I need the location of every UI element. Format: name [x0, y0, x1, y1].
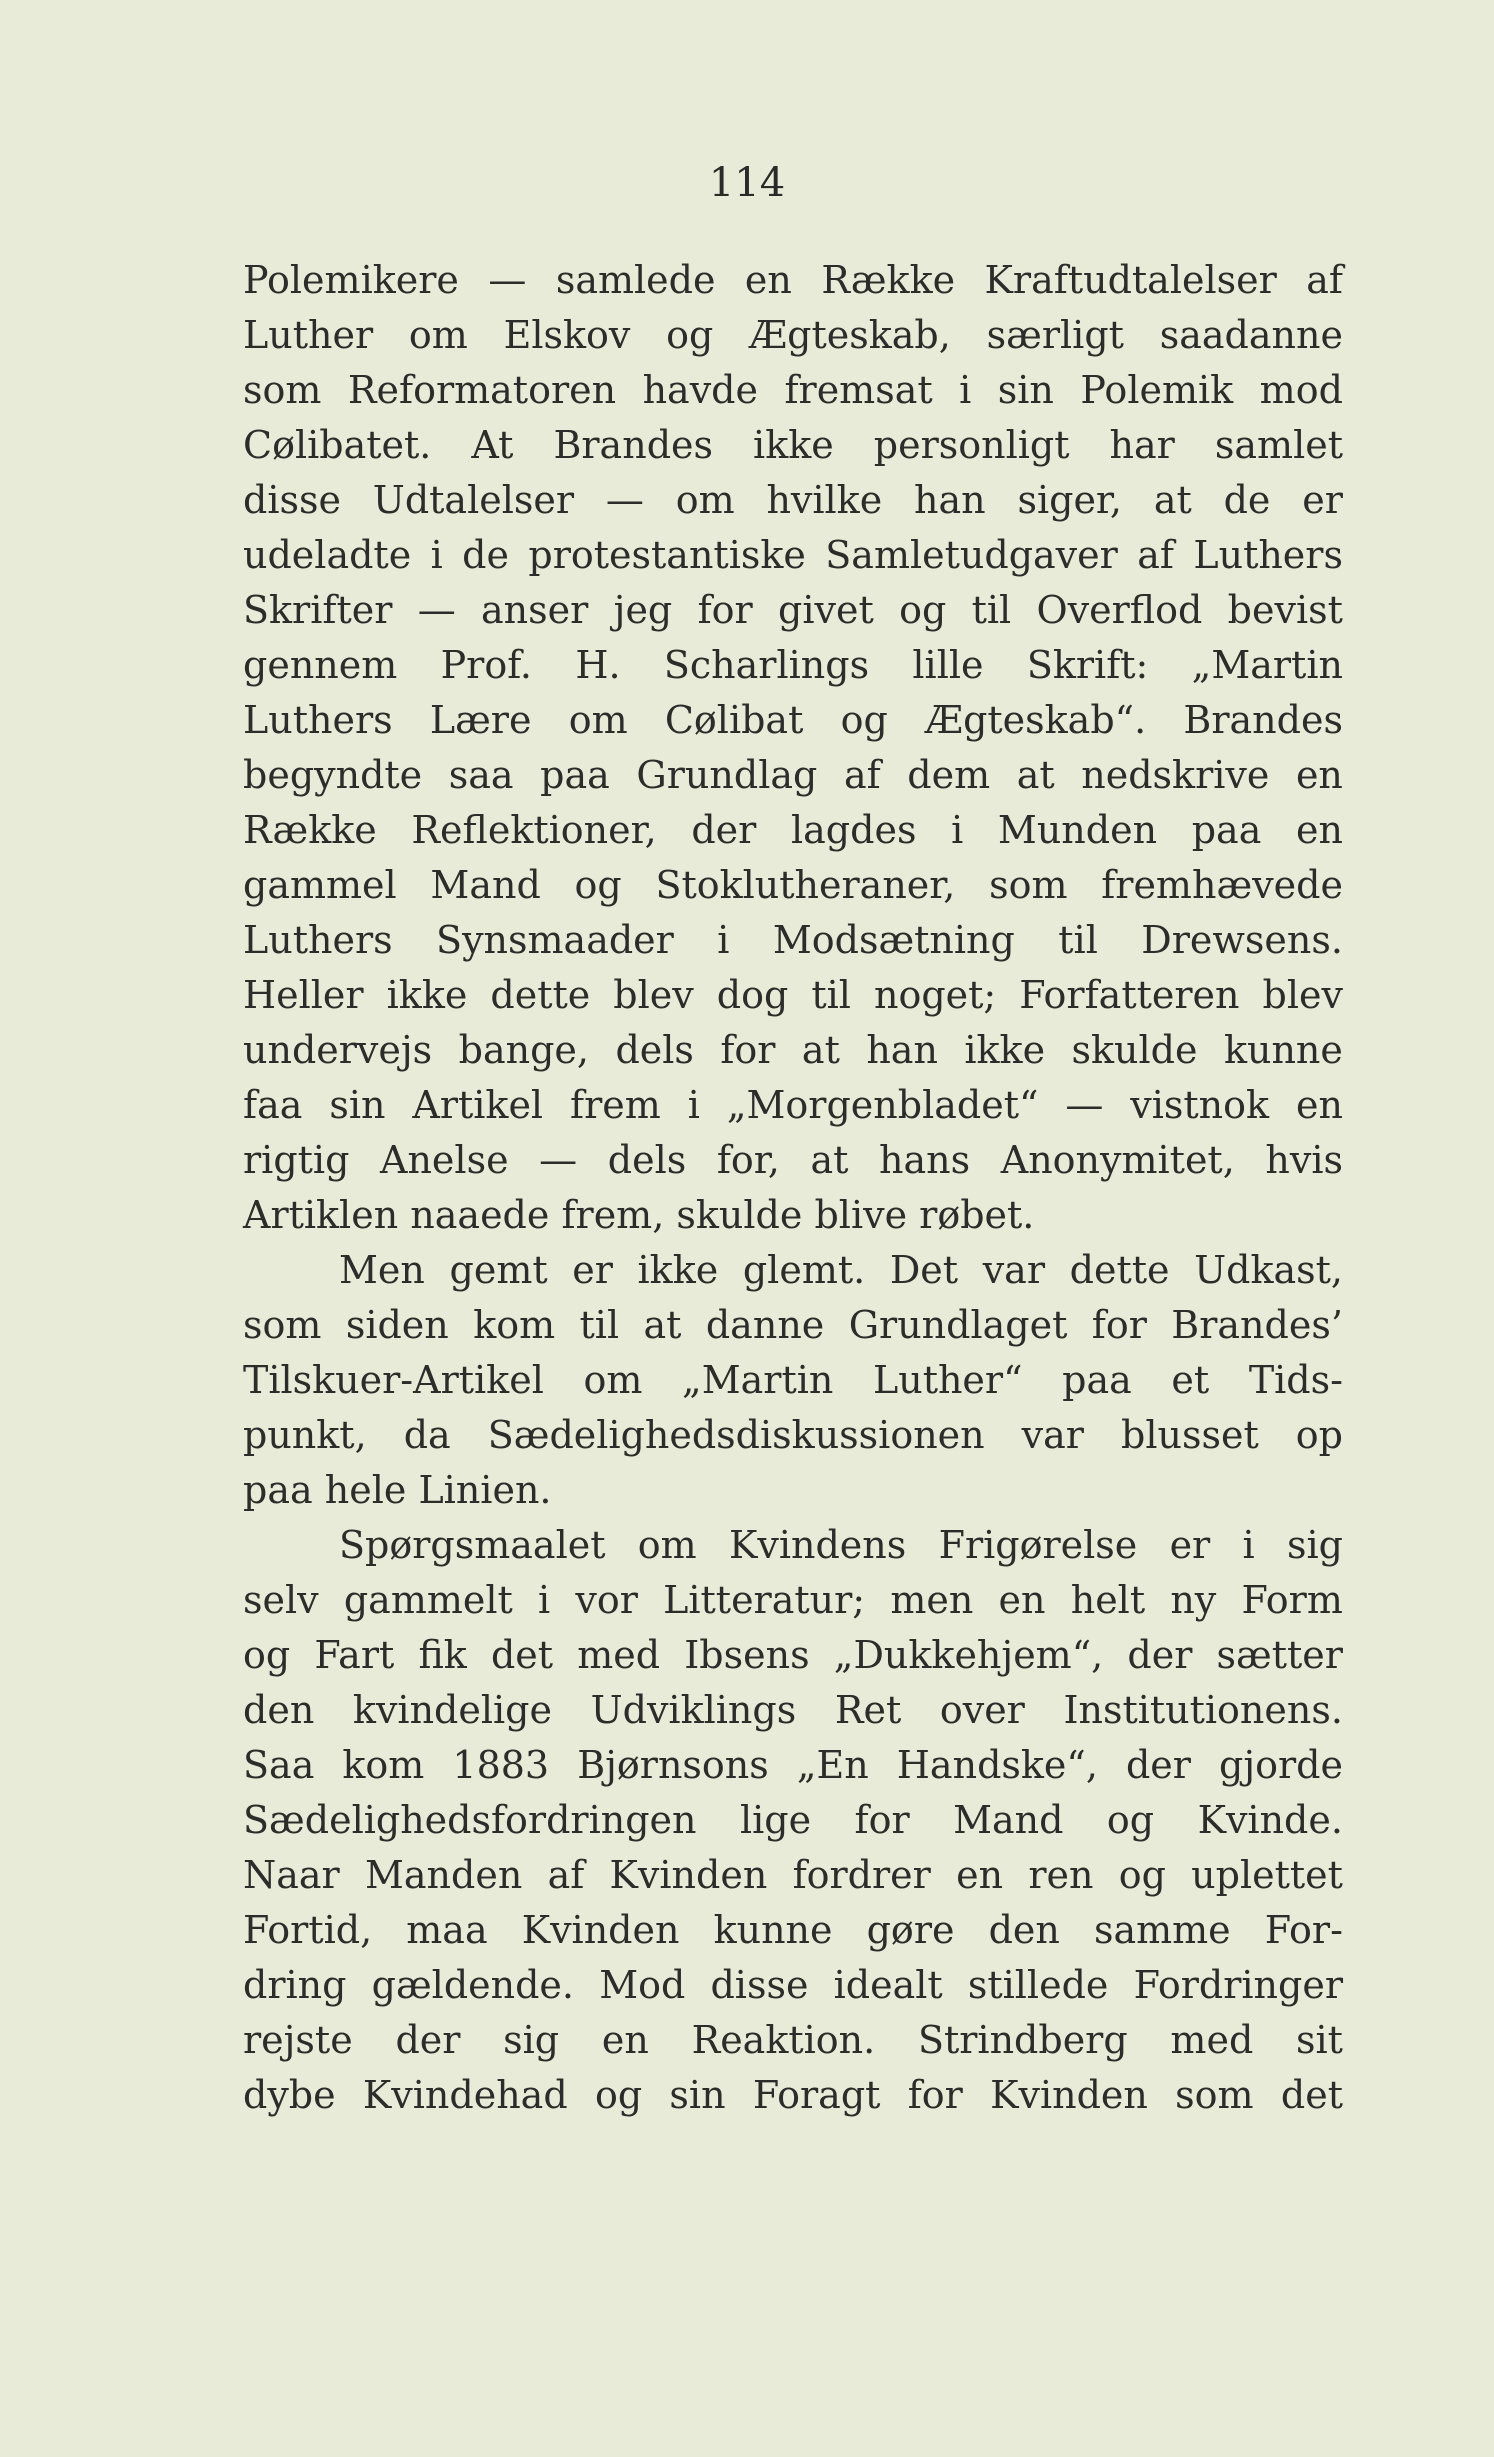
word: Det — [889, 1248, 959, 1292]
word: bevist — [1227, 588, 1343, 632]
word: kunne — [1223, 1028, 1343, 1072]
word: kom — [473, 1303, 556, 1347]
word: et — [1171, 1358, 1210, 1402]
word: 1883 — [452, 1743, 550, 1787]
word: anser — [481, 588, 589, 632]
word: sin — [997, 368, 1054, 412]
word: For- — [1264, 1908, 1343, 1952]
body-text — [243, 253, 1343, 2123]
word: selv — [243, 1578, 319, 1622]
word: af — [1137, 533, 1174, 577]
text-line — [243, 363, 1343, 418]
word: naaede — [410, 1193, 550, 1237]
text-line — [243, 1243, 1343, 1298]
word: om — [675, 478, 735, 522]
word: noget; — [873, 973, 997, 1017]
word: han — [866, 1028, 938, 1072]
word: gammel — [243, 863, 397, 907]
text-line — [243, 693, 1343, 748]
word: det — [490, 1633, 554, 1677]
word: Sædelighedsfordringen — [243, 1798, 697, 1842]
word: Strindberg — [917, 2018, 1128, 2062]
word: vistnok — [1130, 1083, 1270, 1127]
word: Synsmaader — [436, 918, 674, 962]
word: Modsætning — [772, 918, 1015, 962]
word: i — [538, 1578, 551, 1622]
word: Række — [821, 258, 956, 302]
word: er — [572, 1248, 613, 1292]
word: danne — [705, 1303, 825, 1347]
word: Handske“, — [896, 1743, 1098, 1787]
word: som — [243, 1303, 322, 1347]
word: Cølibatet. — [243, 423, 432, 467]
word: Ret — [834, 1688, 902, 1732]
word: men — [890, 1578, 974, 1622]
word: om — [637, 1523, 697, 1567]
text-line — [243, 473, 1343, 528]
word: sig — [503, 2018, 560, 2062]
word: Form — [1241, 1578, 1343, 1622]
word: „Martin — [1191, 643, 1343, 687]
word: paa — [243, 1468, 313, 1512]
word: en — [1296, 808, 1343, 852]
word: „Martin — [682, 1358, 834, 1402]
word: Forfatteren — [1019, 973, 1240, 1017]
word: og — [243, 1633, 291, 1677]
word: Mand — [430, 863, 541, 907]
word: siger, — [1017, 478, 1123, 522]
word: lagdes — [791, 808, 917, 852]
word: Luther — [243, 313, 374, 357]
word: stillede — [967, 1963, 1109, 2007]
word: sin — [669, 2073, 726, 2117]
word: Kraftudtalelser — [984, 258, 1277, 302]
page-number: 114 — [708, 160, 786, 206]
word: Grundlaget — [848, 1303, 1068, 1347]
word: Reaktion. — [691, 2018, 876, 2062]
word: Bjørnsons — [577, 1743, 769, 1787]
word: med — [1170, 2018, 1254, 2062]
word: og — [1106, 1798, 1155, 1842]
word: Men — [339, 1248, 425, 1292]
word: Foragt — [752, 2073, 881, 2117]
word: og — [594, 2073, 643, 2117]
text-line — [243, 1683, 1343, 1738]
word: det — [1280, 2073, 1343, 2117]
word: paa — [1062, 1358, 1132, 1402]
word: ren — [1028, 1853, 1094, 1897]
word: hvilke — [766, 478, 883, 522]
word: til — [579, 1303, 620, 1347]
word: lige — [739, 1798, 812, 1842]
word: den — [988, 1908, 1060, 1952]
word: af — [547, 1853, 585, 1897]
word: en — [956, 1853, 1004, 1897]
word: var — [1021, 1413, 1084, 1457]
word: gammelt — [343, 1578, 513, 1622]
text-line — [243, 1463, 1343, 1518]
word: sin — [329, 1083, 386, 1127]
word: samme — [1093, 1908, 1231, 1952]
word: uplettet — [1191, 1853, 1343, 1897]
word: — — [539, 1138, 578, 1182]
word: blusset — [1121, 1413, 1259, 1457]
text-line — [243, 1903, 1343, 1958]
word: den — [243, 1688, 315, 1732]
word: „En — [796, 1743, 869, 1787]
word: som — [989, 863, 1068, 907]
text-line — [243, 1298, 1343, 1353]
word: Række — [243, 808, 377, 852]
word: Kvindens — [729, 1523, 907, 1567]
word: gennem — [243, 643, 398, 687]
word: sætter — [1216, 1633, 1343, 1677]
word: Institutionens. — [1063, 1688, 1343, 1732]
word: over — [939, 1688, 1025, 1732]
word: af — [1306, 258, 1343, 302]
word: for — [907, 2073, 963, 2117]
word: saadanne — [1159, 313, 1343, 357]
word: hans — [879, 1138, 971, 1182]
word: som — [1175, 2073, 1254, 2117]
word: Mand — [953, 1798, 1064, 1842]
word: Udtalelser — [372, 478, 575, 522]
word: disse — [243, 478, 341, 522]
word: Anelse — [380, 1138, 509, 1182]
word: dette — [490, 973, 591, 1017]
word: Tilskuer-Artikel — [243, 1358, 544, 1402]
text-line — [243, 583, 1343, 638]
text-line — [243, 2013, 1343, 2068]
word: i — [687, 1083, 700, 1127]
word: Lære — [429, 698, 532, 742]
word: havde — [642, 368, 758, 412]
word: dem — [907, 753, 991, 797]
text-line — [243, 1023, 1343, 1078]
word: at — [1016, 753, 1055, 797]
word: fordrer — [792, 1853, 931, 1897]
word: rigtig — [243, 1138, 350, 1182]
word: lille — [912, 643, 984, 687]
word: der — [1127, 1633, 1193, 1677]
word: frem, — [561, 1193, 665, 1237]
word: Udviklings — [590, 1688, 797, 1732]
word: har — [1109, 423, 1175, 467]
word: gældende. — [371, 1963, 575, 2007]
text-line — [243, 1133, 1343, 1188]
word: Udkast, — [1194, 1248, 1343, 1292]
word: Frigørelse — [938, 1523, 1138, 1567]
word: Kvinde. — [1197, 1798, 1343, 1842]
text-line — [243, 1188, 1343, 1243]
word: Tids- — [1248, 1358, 1343, 1402]
word: at — [801, 1028, 840, 1072]
word: gemt — [449, 1248, 548, 1292]
word: givet — [778, 588, 874, 632]
word: Reformatoren — [347, 368, 617, 412]
word: de — [462, 533, 509, 577]
word: At — [471, 423, 514, 467]
word: skulde — [676, 1193, 803, 1237]
word: for — [854, 1798, 910, 1842]
word: Luthers — [243, 698, 393, 742]
word: helt — [1070, 1578, 1146, 1622]
word: ikke — [637, 1248, 719, 1292]
word: saa — [448, 753, 514, 797]
text-line — [243, 803, 1343, 858]
text-line — [243, 2068, 1343, 2123]
word: gjorde — [1219, 1743, 1343, 1787]
word: Saa — [243, 1743, 315, 1787]
word: Ægteskab, — [749, 313, 951, 357]
word: i — [717, 918, 730, 962]
word: Kvinden — [609, 1853, 768, 1897]
word: og — [1118, 1853, 1166, 1897]
word: blev — [1262, 973, 1343, 1017]
word: Artikel — [412, 1083, 544, 1127]
word: og — [840, 698, 888, 742]
word: — — [417, 588, 456, 632]
word: Stoklutheraner, — [655, 863, 956, 907]
text-line — [243, 638, 1343, 693]
word: i — [959, 368, 972, 412]
word: blive — [814, 1193, 908, 1237]
word: Brandes — [1183, 698, 1343, 742]
word: med — [577, 1633, 661, 1677]
text-line — [243, 528, 1343, 583]
word: ny — [1170, 1578, 1217, 1622]
word: da — [403, 1413, 451, 1457]
word: Luthers — [243, 918, 393, 962]
word: af — [843, 753, 881, 797]
word: dring — [243, 1963, 347, 2007]
word: at — [1153, 478, 1192, 522]
word: frem — [570, 1083, 661, 1127]
text-line — [243, 253, 1343, 308]
word: og — [574, 863, 622, 907]
word: for, — [716, 1138, 780, 1182]
word: Kvinden — [521, 1908, 680, 1952]
word: han — [914, 478, 986, 522]
word: paa — [1191, 808, 1262, 852]
text-line — [243, 1573, 1343, 1628]
word: — — [1065, 1083, 1104, 1127]
text-line — [243, 308, 1343, 363]
word: siden — [345, 1303, 449, 1347]
word: Elskov — [503, 313, 631, 357]
text-line — [243, 968, 1343, 1023]
word: til — [811, 973, 851, 1017]
word: gøre — [866, 1908, 955, 1952]
word: til — [1058, 918, 1098, 962]
word: dels — [615, 1028, 694, 1072]
text-line — [243, 1848, 1343, 1903]
word: Munden — [997, 808, 1158, 852]
word: faa — [243, 1083, 303, 1127]
word: samlede — [555, 258, 716, 302]
word: Luther“ — [872, 1358, 1023, 1402]
word: i — [951, 808, 964, 852]
text-line — [243, 1408, 1343, 1463]
word: fremsat — [784, 368, 933, 412]
word: kom — [342, 1743, 425, 1787]
word: er — [1302, 478, 1343, 522]
word: vor — [575, 1578, 638, 1622]
word: Sædelighedsdiskussionen — [487, 1413, 985, 1457]
word: Manden — [364, 1853, 523, 1897]
word: Artiklen — [243, 1193, 399, 1237]
word: Samletudgaver — [825, 533, 1118, 577]
word: nedskrive — [1081, 753, 1270, 797]
word: Brandes — [553, 423, 714, 467]
word: Kvindehad — [362, 2073, 568, 2117]
word: sit — [1296, 2018, 1343, 2062]
word: Skrifter — [243, 588, 393, 632]
word: Scharlings — [663, 643, 870, 687]
word: Skrift: — [1026, 643, 1149, 687]
word: Linien. — [418, 1468, 552, 1512]
word: der — [395, 2018, 461, 2062]
word: Spørgsmaalet — [339, 1523, 606, 1567]
word: er — [1169, 1523, 1211, 1567]
word: Fart — [314, 1633, 395, 1677]
word: rejste — [243, 2018, 353, 2062]
word: der — [691, 808, 757, 852]
word: dels — [607, 1138, 687, 1182]
word: Reflektioner, — [411, 808, 657, 852]
text-line — [243, 1518, 1343, 1573]
text-line — [243, 913, 1343, 968]
word: glemt. — [742, 1248, 866, 1292]
word: jeg — [613, 588, 673, 632]
word: fik — [418, 1633, 467, 1677]
word: udeladte — [243, 533, 412, 577]
word: op — [1295, 1413, 1343, 1457]
word: Overflod — [1036, 588, 1203, 632]
word: særligt — [986, 313, 1124, 357]
word: en — [1295, 753, 1343, 797]
text-line — [243, 418, 1343, 473]
word: hvis — [1265, 1138, 1343, 1182]
word: — — [605, 478, 644, 522]
word: Ibsens — [684, 1633, 810, 1677]
text-line — [243, 1353, 1343, 1408]
word: og — [899, 588, 947, 632]
word: og — [666, 313, 714, 357]
word: de — [1223, 478, 1271, 522]
word: kunne — [713, 1908, 833, 1952]
word: „Morgenbladet“ — [726, 1083, 1039, 1127]
word: en — [1296, 1083, 1343, 1127]
word: Brandes’ — [1171, 1303, 1343, 1347]
word: dette — [1069, 1248, 1170, 1292]
word: en — [601, 2018, 649, 2062]
word: disse — [710, 1963, 809, 2007]
word: Polemik — [1080, 368, 1234, 412]
word: undervejs — [243, 1028, 433, 1072]
text-line — [243, 1738, 1343, 1793]
word: fremhævede — [1101, 863, 1343, 907]
word: maa — [406, 1908, 488, 1952]
word: begyndte — [243, 753, 423, 797]
word: i — [430, 533, 443, 577]
word: Ægteskab“. — [925, 698, 1147, 742]
word: dog — [716, 973, 789, 1017]
word: dybe — [243, 2073, 336, 2117]
word: kvindelige — [352, 1688, 552, 1732]
word: ikke — [753, 423, 834, 467]
word: blev — [613, 973, 694, 1017]
word: at — [810, 1138, 849, 1182]
word: ikke — [386, 973, 468, 1017]
word: Mod — [599, 1963, 686, 2007]
word: at — [643, 1303, 682, 1347]
word: Prof. — [440, 643, 533, 687]
text-line — [243, 858, 1343, 913]
word: for — [697, 588, 753, 632]
text-line — [243, 1078, 1343, 1133]
word: røbet. — [919, 1193, 1035, 1237]
word: Naar — [243, 1853, 340, 1897]
word: skulde — [1071, 1028, 1198, 1072]
word: en — [744, 258, 792, 302]
word: i — [1242, 1523, 1255, 1567]
word: samlet — [1214, 423, 1343, 467]
word: om — [408, 313, 468, 357]
word: protestantiske — [528, 533, 806, 577]
word: H. — [575, 643, 621, 687]
word: var — [982, 1248, 1045, 1292]
word: Heller — [243, 973, 364, 1017]
word: for — [1091, 1303, 1147, 1347]
word: bange, — [458, 1028, 589, 1072]
word: paa — [540, 753, 610, 797]
word: punkt, — [243, 1413, 367, 1457]
word: personligt — [873, 423, 1070, 467]
text-line — [243, 1958, 1343, 2013]
word: Fordringer — [1133, 1963, 1343, 2007]
word: om — [583, 1358, 643, 1402]
word: mod — [1259, 368, 1343, 412]
word: om — [568, 698, 628, 742]
word: Luthers — [1193, 533, 1343, 577]
word: — — [488, 258, 527, 302]
word: til — [971, 588, 1012, 632]
word: Polemikere — [243, 258, 459, 302]
text-line — [243, 748, 1343, 803]
word: Grundlag — [636, 753, 818, 797]
text-line — [243, 1628, 1343, 1683]
word: Drewsens. — [1141, 918, 1343, 962]
word: ikke — [964, 1028, 1046, 1072]
word: der — [1125, 1743, 1191, 1787]
word: Cølibat — [664, 698, 804, 742]
word: hele — [324, 1468, 407, 1512]
word: som — [243, 368, 322, 412]
word: Litteratur; — [663, 1578, 866, 1622]
word: „Dukkehjem“, — [833, 1633, 1104, 1677]
word: idealt — [833, 1963, 943, 2007]
word: en — [998, 1578, 1046, 1622]
word: Anonymitet, — [1000, 1138, 1235, 1182]
word: Fortid, — [243, 1908, 373, 1952]
text-line — [243, 1793, 1343, 1848]
word: sig — [1286, 1523, 1343, 1567]
word: for — [720, 1028, 776, 1072]
word: Kvinden — [990, 2073, 1148, 2117]
